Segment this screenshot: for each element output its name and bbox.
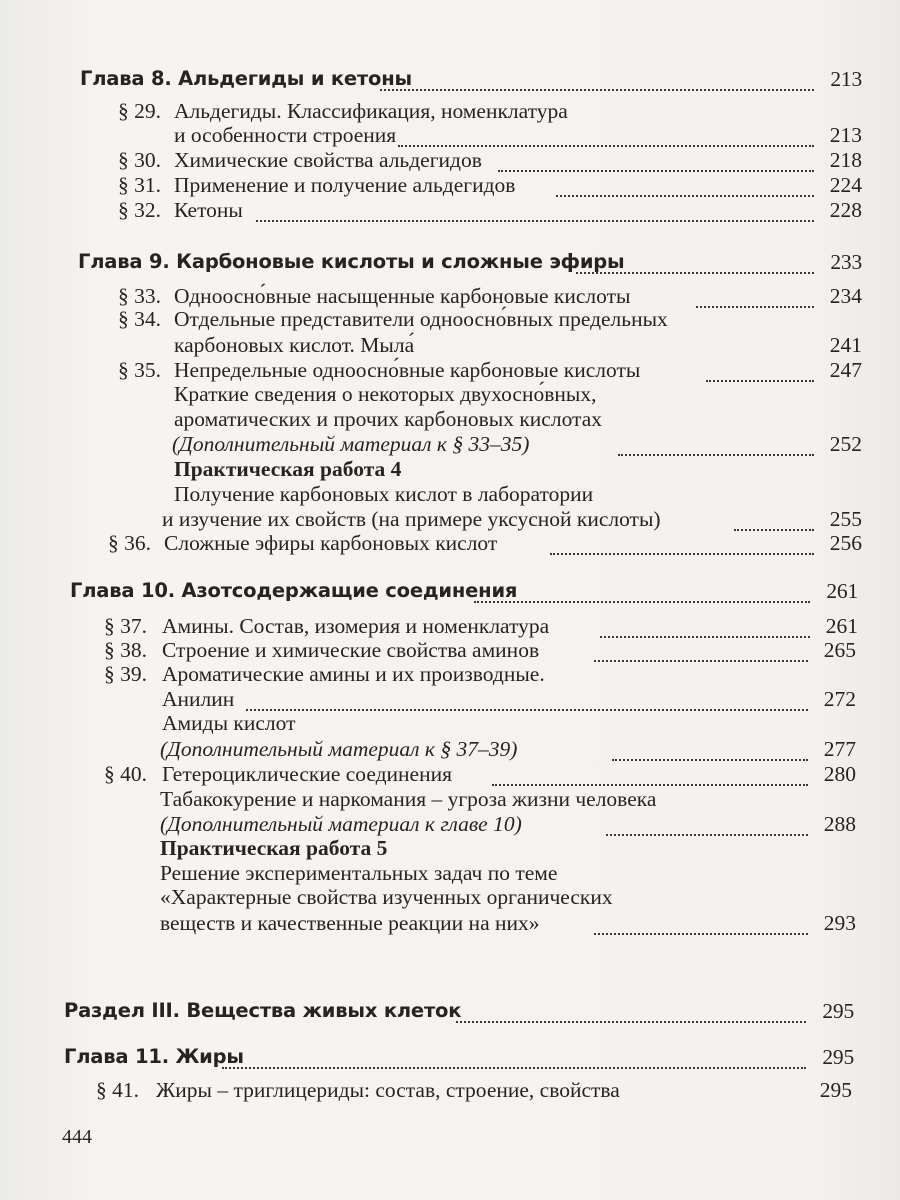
toc-entry-40[interactable]: § 40. Гетероциклические соединения 280 [104,762,856,786]
dot-leader [600,620,810,638]
toc-extra-dicarboxylic-line1[interactable]: Краткие сведения о некоторых двухосно́вных, [174,382,597,406]
dot-leader [498,154,814,172]
dot-leader [256,204,814,222]
toc-extra-amides-line2[interactable]: (Дополнительный материал к § 37–39) 277 [160,737,856,761]
dot-leader [398,129,814,147]
toc-entry-39-line2[interactable]: Анилин 272 [162,687,856,711]
dot-leader [618,438,814,456]
toc-entry-34-line1[interactable]: § 34. Отдельные представители одноосно́вных предельных [118,307,668,331]
toc-entry-39-line1[interactable]: § 39. Ароматические амины и их производные. [104,662,545,686]
chapter-11-heading[interactable]: Глава 11. Жиры 295 [64,1045,854,1069]
toc-extra-smoking-line1[interactable]: Табакокурение и наркомания – угроза жизни человека [160,787,657,811]
practical-work-5-line1[interactable]: Решение экспериментальных задач по теме [160,861,558,885]
page-number: 444 [62,1126,92,1148]
dot-leader [556,179,814,197]
chapter-9-heading[interactable]: Глава 9. Карбоновые кислоты и сложные эфиры 233 [78,250,862,274]
dot-leader [222,1051,806,1069]
dot-leader [612,743,808,761]
dot-leader [594,917,808,935]
toc-extra-amides-line1[interactable]: Амиды кислот [162,711,296,735]
toc-entry-29-line2[interactable]: и особенности строения 213 [174,123,862,147]
practical-work-4-line1[interactable]: Получение карбоновых кислот в лаборатории [174,482,594,506]
practical-work-5-line3[interactable]: веществ и качественные реакции на них» 293 [160,911,856,935]
toc-entry-29-line1[interactable]: § 29. Альдегиды. Классификация, номенклатура [118,99,568,123]
chapter-8-heading[interactable]: Глава 8. Альдегиды и кетоны 213 [80,67,862,91]
toc-entry-37[interactable]: § 37. Амины. Состав, изомерия и номенклатура 261 [104,614,858,638]
section-3-heading[interactable]: Раздел III. Вещества живых клеток 295 [64,999,854,1023]
dot-leader [734,513,814,531]
toc-extra-dicarboxylic-line3[interactable]: (Дополнительный материал к § 33–35) 252 [172,432,862,456]
dot-leader [492,768,808,786]
toc-extra-dicarboxylic-line2[interactable]: ароматических и прочих карбоновых кислотах [174,407,602,431]
dot-leader [550,537,814,555]
dot-leader [576,256,814,274]
dot-leader [474,585,810,603]
practical-work-5-heading[interactable]: Практическая работа 5 [160,836,388,860]
toc-entry-33[interactable]: § 33. Одноосно́вные насыщенные карбоновые кислоты 234 [118,284,862,308]
toc-entry-34-line2[interactable]: карбоновых кислот. Мыла́ 241 [174,333,862,357]
dot-leader [594,644,808,662]
practical-work-4-heading[interactable]: Практическая работа 4 [174,457,402,481]
toc-entry-32[interactable]: § 32. Кетоны 228 [118,198,862,222]
practical-work-5-line2[interactable]: «Характерные свойства изученных органических [160,885,613,909]
toc-entry-36[interactable]: § 36. Сложные эфиры карбоновых кислот 256 [108,531,862,555]
toc-entry-35[interactable]: § 35. Непредельные одноосно́вные карбоновые кислоты 247 [118,358,862,382]
toc-extra-smoking-line2[interactable]: (Дополнительный материал к главе 10) 288 [160,812,856,836]
dot-leader [606,818,808,836]
toc-entry-38[interactable]: § 38. Строение и химические свойства аминов 265 [104,638,856,662]
dot-leader [246,693,808,711]
toc-entry-30[interactable]: § 30. Химические свойства альдегидов 218 [118,148,862,172]
practical-work-4-line2[interactable]: и изучение их свойств (на примере уксусной кислоты) 255 [162,507,862,531]
dot-leader [706,364,814,382]
dot-leader [456,1005,806,1023]
dot-leader [380,73,814,91]
toc-entry-41[interactable]: § 41. Жиры – триглицериды: состав, строение, свойства 295 [96,1078,852,1102]
chapter-10-heading[interactable]: Глава 10. Азотсодержащие соединения 261 [70,579,858,603]
toc-entry-31[interactable]: § 31. Применение и получение альдегидов 224 [118,173,862,197]
